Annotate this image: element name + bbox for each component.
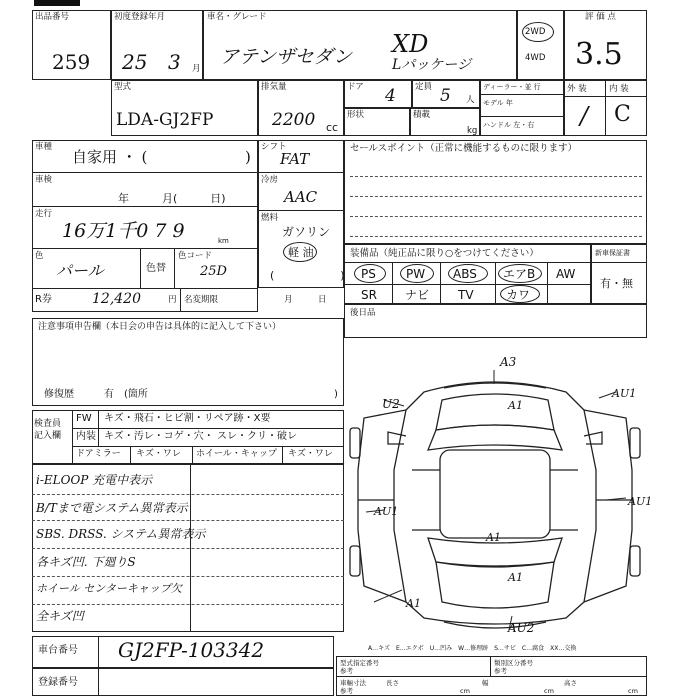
- wheel-cap-label: ホイール・キャップ: [196, 449, 277, 459]
- recycle-label: R券: [35, 294, 52, 305]
- registration-year: 25: [122, 50, 148, 74]
- capacity: 5: [440, 86, 451, 106]
- sheet-tab: [34, 0, 80, 6]
- shape-label: 形状: [347, 110, 365, 120]
- equip-abs: ABS: [453, 267, 477, 281]
- new-car-warranty-label: 新車保証書: [595, 249, 630, 257]
- score: 3.5: [575, 37, 623, 72]
- usage-label: 車種: [35, 142, 53, 152]
- fw-label: FW: [76, 413, 92, 424]
- model-code: LDA-GJ2FP: [116, 110, 214, 130]
- damage-mark-trunk: A1: [508, 571, 523, 584]
- registration-label: 登録番号: [38, 677, 78, 688]
- ac-label: 冷房: [261, 175, 279, 185]
- handle-label: ハンドル 左・右: [483, 121, 535, 129]
- cc-unit: cc: [326, 121, 339, 134]
- length-unit: cm: [460, 687, 470, 695]
- repair-history-text: 有 (箇所: [104, 389, 148, 400]
- damage-legend: A…キズ E…エクボ U…凹み W…修理跡 S…サビ C…腐食 XX…交換: [368, 645, 577, 652]
- damage-mark-left-side: AU1: [374, 505, 399, 518]
- size-ref: 参考: [340, 687, 353, 695]
- remark-4: 各キズ凹. 下廻りS: [36, 555, 136, 569]
- month-unit: 月: [192, 64, 201, 74]
- height-label: 高さ: [564, 679, 577, 687]
- fuel-paren: ( ): [270, 269, 345, 282]
- fuel-circle-mark: [283, 242, 317, 262]
- car-name: アテンザセダン: [220, 46, 352, 68]
- kg-unit: kg: [467, 126, 478, 136]
- usage-close: ): [245, 148, 251, 166]
- new-car-warranty-value: 有・無: [600, 277, 633, 290]
- usage: 自家用 ・ (: [72, 148, 148, 166]
- model-year-label: モデル 年: [483, 99, 513, 107]
- exterior-label: 外 装: [567, 84, 587, 94]
- km-unit: km: [218, 237, 229, 245]
- damage-mark-left-rear: A1: [406, 597, 421, 610]
- chassis-number: GJ2FP-103342: [118, 638, 265, 662]
- drive-4wd: 4WD: [525, 53, 546, 63]
- mileage: 16万1千0 7 9: [62, 220, 185, 242]
- shift: FAT: [280, 150, 310, 168]
- remark-6: 全キズ凹: [36, 609, 84, 623]
- equipment-label: 装備品（純正品に限り○をつけてください）: [350, 248, 539, 259]
- load-label: 積載: [413, 110, 431, 120]
- door-mirror-items: キズ・ワレ: [136, 449, 181, 459]
- equip-aw: AW: [556, 267, 576, 281]
- equip-kawa: カワ: [506, 288, 531, 302]
- equip-pw: PW: [406, 267, 426, 281]
- grade: XD: [392, 30, 429, 58]
- type-label: 型式: [114, 82, 132, 92]
- first-registration-label: 初度登録年月: [114, 12, 166, 22]
- title-change-label: 名変期限: [184, 295, 219, 305]
- interior-check-label: 内装: [76, 431, 96, 442]
- width-label: 幅: [482, 679, 489, 687]
- mileage-label: 走行: [35, 209, 53, 219]
- registration-month: 3: [168, 50, 181, 74]
- equip-sr: SR: [361, 288, 377, 302]
- package: Lパッケージ: [392, 57, 472, 73]
- after-items-label: 後日品: [350, 308, 376, 318]
- shaken-text: 年 月( 日): [118, 192, 226, 205]
- width-unit: cm: [544, 687, 554, 695]
- title-change-text: 月 日: [284, 295, 327, 305]
- equip-ps: PS: [361, 267, 376, 281]
- score-label: 評 価 点: [585, 12, 616, 22]
- ac: AAC: [284, 188, 318, 206]
- damage-mark-roof-rear: A1: [486, 531, 501, 544]
- selling-points-label: セールスポイント（正常に機能するものに限ります）: [350, 143, 578, 154]
- lot-number-label: 出品番号: [35, 12, 70, 22]
- fuel-label: 燃料: [261, 213, 279, 223]
- after-items-box: [344, 304, 647, 338]
- color-code-label: 色コード: [178, 251, 213, 261]
- remark-5: ホイール センターキャップ欠: [36, 582, 182, 595]
- equip-tv: TV: [458, 288, 474, 302]
- car-damage-diagram: [344, 340, 647, 640]
- color-label: 色: [35, 251, 44, 261]
- class-ref: 参考: [494, 667, 507, 675]
- notes-label: 注意事項申告欄（本日会の申告は具体的に記入して下さい）: [38, 322, 282, 332]
- exterior-grade: /: [580, 102, 589, 130]
- damage-mark-left-front: U2: [382, 397, 400, 411]
- repaint-label: 色替: [146, 263, 166, 274]
- doors-label: ドア: [347, 82, 364, 92]
- cert-ref: 参考: [340, 667, 353, 675]
- cert-number-label: 型式指定番号: [340, 659, 379, 667]
- damage-mark-right-front: AU1: [612, 387, 637, 400]
- person-unit: 人: [466, 95, 475, 105]
- wheel-cap-items: キズ・ワレ: [288, 449, 333, 459]
- damage-mark-rear-bumper: AU2: [508, 621, 535, 635]
- selling-points-box: [344, 140, 647, 244]
- model-grade-label: 車名・グレード: [207, 12, 267, 22]
- color-code: 25D: [200, 264, 227, 279]
- interior-check-items: キズ・汚レ・コゲ・穴・ スレ・クリ・破レ: [104, 431, 297, 442]
- interior-label: 内 装: [609, 84, 629, 94]
- damage-mark-front: A3: [500, 355, 517, 369]
- class-number-label: 類別区分番号: [494, 659, 533, 667]
- chassis-label: 車台番号: [38, 645, 78, 656]
- remark-3: SBS. DRSS. システム異常表示: [36, 527, 206, 541]
- repair-history-label: 修復歴: [44, 389, 74, 400]
- shift-label: シフト: [261, 142, 287, 152]
- damage-mark-right-side: AU1: [628, 495, 653, 508]
- fuel: ガソリン: [282, 225, 331, 239]
- displacement-label: 排気量: [261, 82, 287, 92]
- capacity-label: 定員: [415, 82, 433, 92]
- remark-2: B/Tまで電システム異常表示: [36, 501, 188, 515]
- shaken-label: 車検: [35, 175, 53, 185]
- displacement: 2200: [272, 110, 316, 130]
- size-label: 車輛寸法: [340, 679, 366, 687]
- damage-mark-hood: A1: [508, 399, 523, 412]
- repair-history-close: ): [334, 389, 338, 400]
- color: パール: [56, 261, 104, 280]
- lot-number: 259: [52, 50, 91, 74]
- height-unit: cm: [628, 687, 638, 695]
- recycle: 12,420: [92, 291, 141, 307]
- inspector-label-2: 記入欄: [34, 431, 62, 441]
- fuel-light: 軽 油: [288, 246, 314, 259]
- drive-box: [517, 10, 564, 80]
- interior-grade: C: [614, 102, 631, 127]
- fw-items: キズ・飛石・ヒビ割・リペア跡・X要: [104, 413, 271, 424]
- doors: 4: [385, 86, 396, 106]
- inspector-label-1: 検査員: [34, 419, 62, 429]
- dealer-label: ディーラー・並 行: [483, 83, 541, 91]
- equip-airbag: エアB: [503, 267, 536, 281]
- door-mirror-label: ドアミラー: [76, 449, 121, 459]
- drive-2wd: 2WD: [525, 27, 546, 37]
- remark-1: i-ELOOP 充電中表示: [36, 473, 153, 487]
- equip-navi: ナビ: [405, 288, 430, 302]
- length-label: 長さ: [386, 679, 399, 687]
- yen-unit: 円: [168, 295, 177, 305]
